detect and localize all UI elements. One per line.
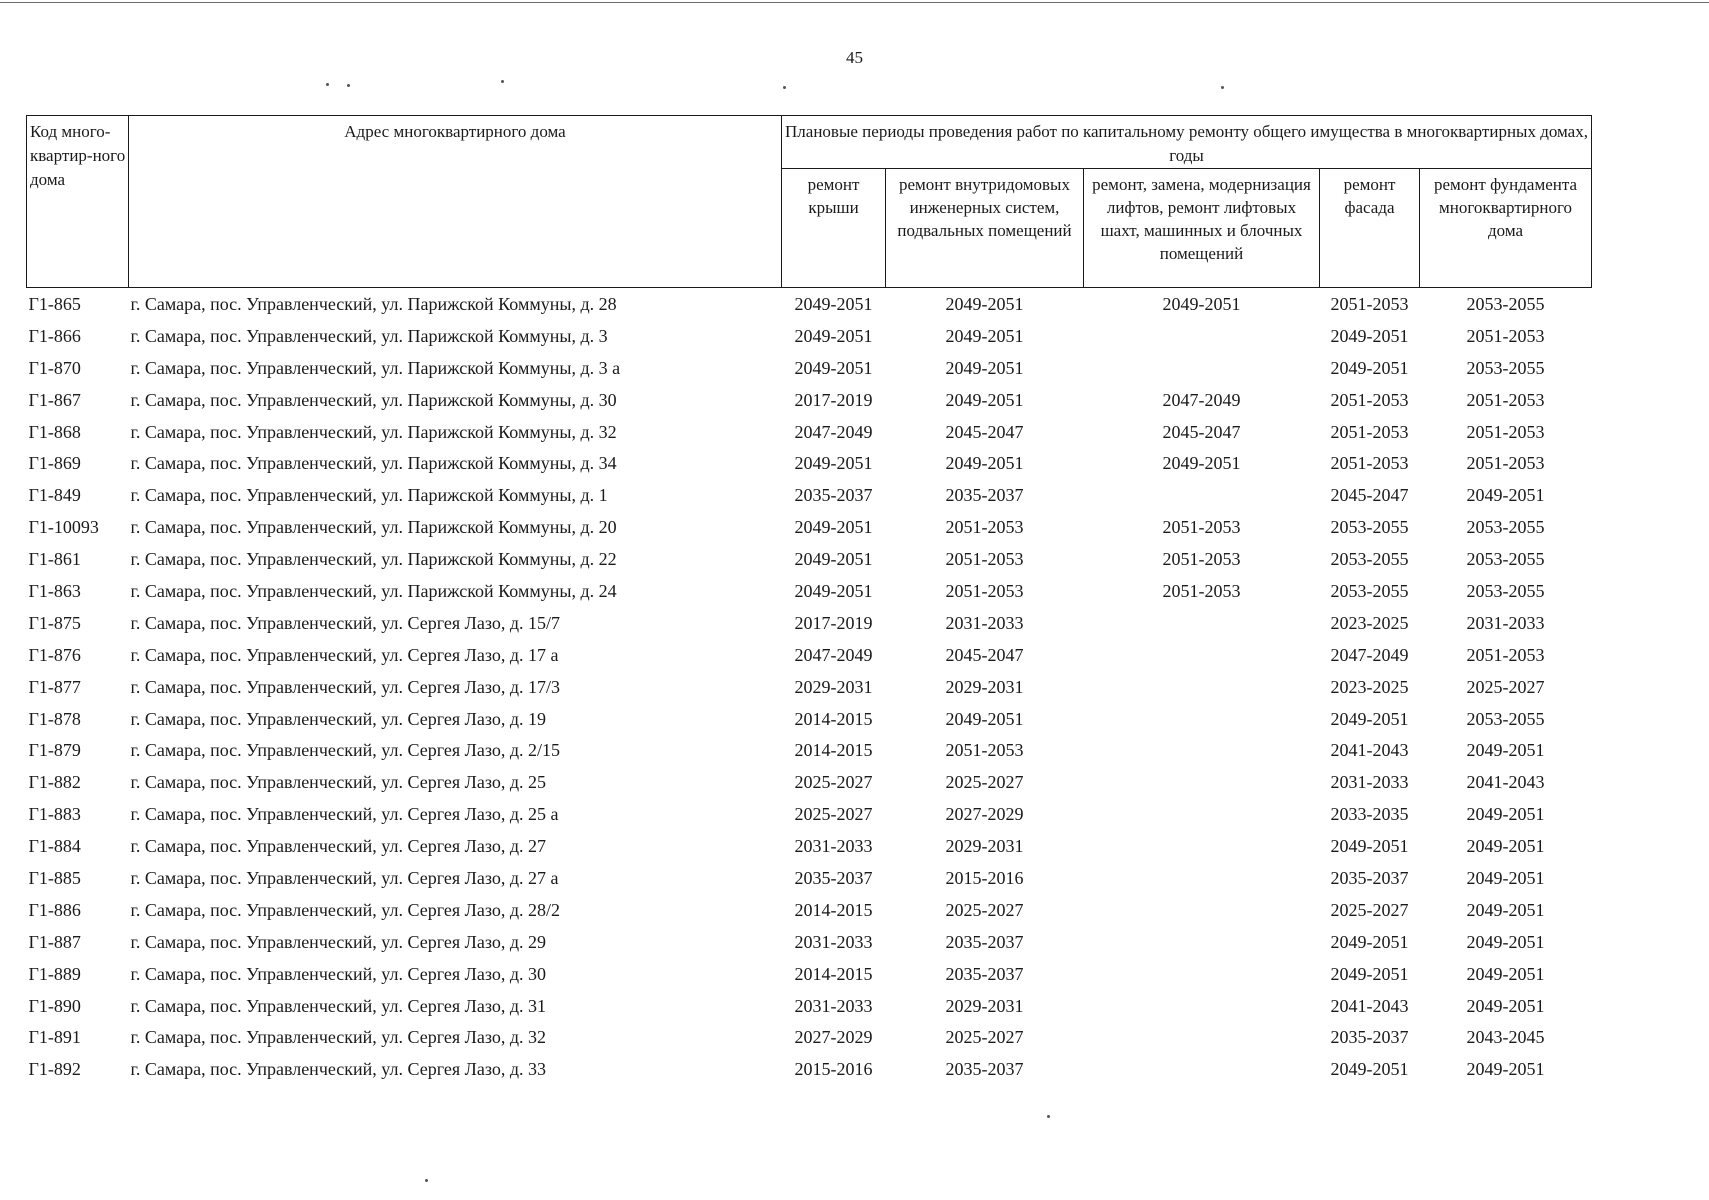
elevator-period-cell [1084, 639, 1320, 671]
table-row [27, 1021, 1592, 1053]
elevator-period-cell [1084, 894, 1320, 926]
address-cell: г. Самара, пос. Управленческий, ул. Сергея Лазо, д. 25 а [130, 804, 559, 825]
roof-period-cell: 2017-2019 [794, 612, 873, 633]
foundation-period-cell: 2031-2033 [1466, 612, 1545, 633]
table-row [27, 543, 1592, 575]
elevator-period-cell: 2045-2047 [1162, 421, 1241, 442]
facade-period-cell: 2041-2043 [1330, 995, 1409, 1016]
address-cell: г. Самара, пос. Управленческий, ул. Сергея Лазо, д. 2/15 [130, 740, 560, 761]
table-row [27, 926, 1592, 958]
engineering-period-cell: 2025-2027 [945, 772, 1024, 793]
scan-speck [326, 83, 329, 86]
foundation-period-cell: 2051-2053 [1466, 325, 1545, 346]
table-row [27, 958, 1592, 990]
table-row [27, 766, 1592, 798]
facade-period-cell: 2051-2053 [1330, 453, 1409, 474]
foundation-period-cell: 2051-2053 [1466, 421, 1545, 442]
foundation-period-cell: 2049-2051 [1466, 995, 1545, 1016]
foundation-period-cell: 2041-2043 [1466, 772, 1545, 793]
elevator-period-cell [1084, 958, 1320, 990]
roof-period-cell: 2014-2015 [794, 740, 873, 761]
roof-period-cell: 2049-2051 [794, 293, 873, 314]
house-code-cell: Г1-866 [28, 325, 81, 346]
elevator-period-cell [1084, 990, 1320, 1022]
address-cell: г. Самара, пос. Управленческий, ул. Сергея Лазо, д. 31 [130, 995, 546, 1016]
engineering-period-cell: 2049-2051 [945, 357, 1024, 378]
facade-period-cell: 2049-2051 [1330, 836, 1409, 857]
house-code-cell: Г1-867 [28, 389, 81, 410]
facade-period-cell: 2053-2055 [1330, 549, 1409, 570]
house-code-cell: Г1-882 [28, 772, 81, 793]
table-row [27, 798, 1592, 830]
house-code-cell: Г1-865 [28, 293, 81, 314]
roof-period-cell: 2049-2051 [794, 357, 873, 378]
header-planned-periods: Плановые периоды проведения работ по капитальному ремонту общего имущества в многоквартирных домах, годы [782, 116, 1592, 169]
engineering-period-cell: 2051-2053 [945, 580, 1024, 601]
house-code-cell: Г1-890 [28, 995, 81, 1016]
address-cell: г. Самара, пос. Управленческий, ул. Сергея Лазо, д. 32 [130, 1027, 546, 1048]
foundation-period-cell: 2049-2051 [1466, 485, 1545, 506]
house-code-cell: Г1-878 [28, 708, 81, 729]
house-code-cell: Г1-884 [28, 836, 81, 857]
scan-speck [1221, 86, 1224, 89]
facade-period-cell: 2035-2037 [1330, 1027, 1409, 1048]
facade-period-cell: 2051-2053 [1330, 293, 1409, 314]
facade-period-cell: 2023-2025 [1330, 676, 1409, 697]
roof-period-cell: 2025-2027 [794, 804, 873, 825]
table-row [27, 894, 1592, 926]
address-cell: г. Самара, пос. Управленческий, ул. Парижской Коммуны, д. 24 [130, 580, 617, 601]
table-row [27, 1053, 1592, 1085]
house-code-cell: Г1-876 [28, 644, 81, 665]
facade-period-cell: 2051-2053 [1330, 389, 1409, 410]
table-row [27, 479, 1592, 511]
address-cell: г. Самара, пос. Управленческий, ул. Сергея Лазо, д. 28/2 [130, 899, 560, 920]
engineering-period-cell: 2045-2047 [945, 644, 1024, 665]
house-code-cell: Г1-877 [28, 676, 81, 697]
elevator-period-cell [1084, 798, 1320, 830]
elevator-period-cell: 2051-2053 [1162, 549, 1241, 570]
foundation-period-cell: 2049-2051 [1466, 740, 1545, 761]
scan-speck [501, 80, 504, 83]
foundation-period-cell: 2053-2055 [1466, 517, 1545, 538]
header-house-code: Код много-квартир-ного дома [27, 116, 129, 288]
roof-period-cell: 2049-2051 [794, 325, 873, 346]
facade-period-cell: 2049-2051 [1330, 708, 1409, 729]
table-row [27, 352, 1592, 384]
engineering-period-cell: 2051-2053 [945, 549, 1024, 570]
engineering-period-cell: 2045-2047 [945, 421, 1024, 442]
house-code-cell: Г1-863 [28, 580, 81, 601]
house-code-cell: Г1-889 [28, 963, 81, 984]
house-code-cell: Г1-861 [28, 549, 81, 570]
table-row [27, 734, 1592, 766]
header-roof-repair: ремонт крыши [782, 169, 886, 288]
engineering-period-cell: 2035-2037 [945, 1059, 1024, 1080]
foundation-period-cell: 2043-2045 [1466, 1027, 1545, 1048]
elevator-period-cell [1084, 320, 1320, 352]
address-cell: г. Самара, пос. Управленческий, ул. Парижской Коммуны, д. 1 [130, 485, 608, 506]
house-code-cell: Г1-887 [28, 931, 81, 952]
foundation-period-cell: 2049-2051 [1466, 867, 1545, 888]
roof-period-cell: 2029-2031 [794, 676, 873, 697]
facade-period-cell: 2049-2051 [1330, 963, 1409, 984]
engineering-period-cell: 2049-2051 [945, 708, 1024, 729]
house-code-cell: Г1-870 [28, 357, 81, 378]
elevator-period-cell [1084, 607, 1320, 639]
foundation-period-cell: 2049-2051 [1466, 931, 1545, 952]
facade-period-cell: 2033-2035 [1330, 804, 1409, 825]
foundation-period-cell: 2049-2051 [1466, 899, 1545, 920]
table-row [27, 288, 1592, 320]
table-row [27, 416, 1592, 448]
header-foundation-repair: ремонт фундамента многоквартирного дома [1420, 169, 1592, 288]
foundation-period-cell: 2025-2027 [1466, 676, 1545, 697]
address-cell: г. Самара, пос. Управленческий, ул. Сергея Лазо, д. 17/3 [130, 676, 560, 697]
facade-period-cell: 2025-2027 [1330, 899, 1409, 920]
engineering-period-cell: 2051-2053 [945, 740, 1024, 761]
engineering-period-cell: 2029-2031 [945, 836, 1024, 857]
elevator-period-cell: 2047-2049 [1162, 389, 1241, 410]
table-row [27, 830, 1592, 862]
elevator-period-cell: 2049-2051 [1162, 293, 1241, 314]
elevator-period-cell [1084, 830, 1320, 862]
table-header [27, 116, 1592, 288]
engineering-period-cell: 2049-2051 [945, 293, 1024, 314]
engineering-period-cell: 2035-2037 [945, 931, 1024, 952]
foundation-period-cell: 2053-2055 [1466, 580, 1545, 601]
facade-period-cell: 2041-2043 [1330, 740, 1409, 761]
engineering-period-cell: 2049-2051 [945, 389, 1024, 410]
house-code-cell: Г1-849 [28, 485, 81, 506]
table-row [27, 990, 1592, 1022]
address-cell: г. Самара, пос. Управленческий, ул. Сергея Лазо, д. 30 [130, 963, 546, 984]
page-number: 45 [846, 48, 863, 67]
roof-period-cell: 2014-2015 [794, 708, 873, 729]
roof-period-cell: 2047-2049 [794, 421, 873, 442]
roof-period-cell: 2031-2033 [794, 931, 873, 952]
facade-period-cell: 2049-2051 [1330, 325, 1409, 346]
address-cell: г. Самара, пос. Управленческий, ул. Сергея Лазо, д. 17 а [130, 644, 559, 665]
house-code-cell: Г1-879 [28, 740, 81, 761]
roof-period-cell: 2014-2015 [794, 899, 873, 920]
elevator-period-cell [1084, 862, 1320, 894]
address-cell: г. Самара, пос. Управленческий, ул. Сергея Лазо, д. 15/7 [130, 612, 560, 633]
elevator-period-cell [1084, 926, 1320, 958]
facade-period-cell: 2047-2049 [1330, 644, 1409, 665]
elevator-period-cell [1084, 1021, 1320, 1053]
address-cell: г. Самара, пос. Управленческий, ул. Парижской Коммуны, д. 22 [130, 549, 617, 570]
roof-period-cell: 2025-2027 [794, 772, 873, 793]
elevator-period-cell: 2049-2051 [1162, 453, 1241, 474]
header-engineering-repair: ремонт внутридомовых инженерных систем, подвальных помещений [886, 169, 1084, 288]
house-code-cell: Г1-891 [28, 1027, 81, 1048]
house-code-cell: Г1-883 [28, 804, 81, 825]
engineering-period-cell: 2049-2051 [945, 325, 1024, 346]
elevator-period-cell [1084, 766, 1320, 798]
table-row [27, 862, 1592, 894]
address-cell: г. Самара, пос. Управленческий, ул. Сергея Лазо, д. 33 [130, 1059, 546, 1080]
scan-speck [425, 1179, 428, 1182]
roof-period-cell: 2014-2015 [794, 963, 873, 984]
elevator-period-cell [1084, 671, 1320, 703]
facade-period-cell: 2049-2051 [1330, 1059, 1409, 1080]
engineering-period-cell: 2029-2031 [945, 676, 1024, 697]
table-row [27, 671, 1592, 703]
house-code-cell: Г1-868 [28, 421, 81, 442]
foundation-period-cell: 2049-2051 [1466, 804, 1545, 825]
scan-top-rule [0, 2, 1709, 3]
roof-period-cell: 2047-2049 [794, 644, 873, 665]
foundation-period-cell: 2049-2051 [1466, 963, 1545, 984]
roof-period-cell: 2035-2037 [794, 485, 873, 506]
engineering-period-cell: 2051-2053 [945, 517, 1024, 538]
facade-period-cell: 2045-2047 [1330, 485, 1409, 506]
foundation-period-cell: 2051-2053 [1466, 389, 1545, 410]
table-row [27, 575, 1592, 607]
header-address: Адрес многоквартирного дома [129, 116, 782, 288]
address-cell: г. Самара, пос. Управленческий, ул. Сергея Лазо, д. 19 [130, 708, 546, 729]
address-cell: г. Самара, пос. Управленческий, ул. Парижской Коммуны, д. 3 [130, 325, 608, 346]
address-cell: г. Самара, пос. Управленческий, ул. Парижской Коммуны, д. 30 [130, 389, 617, 410]
foundation-period-cell: 2053-2055 [1466, 549, 1545, 570]
house-code-cell: Г1-886 [28, 899, 81, 920]
roof-period-cell: 2049-2051 [794, 453, 873, 474]
address-cell: г. Самара, пос. Управленческий, ул. Парижской Коммуны, д. 3 а [130, 357, 621, 378]
engineering-period-cell: 2015-2016 [945, 867, 1024, 888]
scan-speck [1047, 1115, 1050, 1118]
table-row [27, 320, 1592, 352]
elevator-period-cell [1084, 352, 1320, 384]
roof-period-cell: 2027-2029 [794, 1027, 873, 1048]
facade-period-cell: 2053-2055 [1330, 580, 1409, 601]
elevator-period-cell [1084, 1053, 1320, 1085]
roof-period-cell: 2049-2051 [794, 517, 873, 538]
engineering-period-cell: 2027-2029 [945, 804, 1024, 825]
scan-speck [783, 86, 786, 89]
foundation-period-cell: 2049-2051 [1466, 1059, 1545, 1080]
table-row [27, 703, 1592, 735]
roof-period-cell: 2035-2037 [794, 867, 873, 888]
header-elevator-repair: ремонт, замена, модернизация лифтов, ремонт лифтовых шахт, машинных и блочных помещений [1084, 169, 1320, 288]
foundation-period-cell: 2053-2055 [1466, 357, 1545, 378]
foundation-period-cell: 2053-2055 [1466, 293, 1545, 314]
engineering-period-cell: 2035-2037 [945, 485, 1024, 506]
house-code-cell: Г1-875 [28, 612, 81, 633]
address-cell: г. Самара, пос. Управленческий, ул. Парижской Коммуны, д. 28 [130, 293, 617, 314]
foundation-period-cell: 2049-2051 [1466, 836, 1545, 857]
table-body [27, 288, 1592, 1086]
facade-period-cell: 2049-2051 [1330, 357, 1409, 378]
engineering-period-cell: 2025-2027 [945, 1027, 1024, 1048]
address-cell: г. Самара, пос. Управленческий, ул. Парижской Коммуны, д. 34 [130, 453, 617, 474]
table-row [27, 447, 1592, 479]
facade-period-cell: 2031-2033 [1330, 772, 1409, 793]
table-row [27, 607, 1592, 639]
elevator-period-cell: 2051-2053 [1162, 580, 1241, 601]
roof-period-cell: 2015-2016 [794, 1059, 873, 1080]
address-cell: г. Самара, пос. Управленческий, ул. Парижской Коммуны, д. 32 [130, 421, 617, 442]
header-facade-repair: ремонт фасада [1320, 169, 1420, 288]
engineering-period-cell: 2029-2031 [945, 995, 1024, 1016]
foundation-period-cell: 2051-2053 [1466, 453, 1545, 474]
address-cell: г. Самара, пос. Управленческий, ул. Сергея Лазо, д. 27 а [130, 867, 559, 888]
engineering-period-cell: 2031-2033 [945, 612, 1024, 633]
elevator-period-cell [1084, 479, 1320, 511]
house-code-cell: Г1-892 [28, 1059, 81, 1080]
house-code-cell: Г1-885 [28, 867, 81, 888]
address-cell: г. Самара, пос. Управленческий, ул. Сергея Лазо, д. 29 [130, 931, 546, 952]
capital-repair-table [26, 115, 1592, 1085]
engineering-period-cell: 2025-2027 [945, 899, 1024, 920]
address-cell: г. Самара, пос. Управленческий, ул. Сергея Лазо, д. 27 [130, 836, 546, 857]
foundation-period-cell: 2051-2053 [1466, 644, 1545, 665]
facade-period-cell: 2053-2055 [1330, 517, 1409, 538]
elevator-period-cell: 2051-2053 [1162, 517, 1241, 538]
foundation-period-cell: 2053-2055 [1466, 708, 1545, 729]
roof-period-cell: 2049-2051 [794, 549, 873, 570]
roof-period-cell: 2017-2019 [794, 389, 873, 410]
house-code-cell: Г1-869 [28, 453, 81, 474]
table-row [27, 511, 1592, 543]
roof-period-cell: 2031-2033 [794, 995, 873, 1016]
elevator-period-cell [1084, 734, 1320, 766]
address-cell: г. Самара, пос. Управленческий, ул. Парижской Коммуны, д. 20 [130, 517, 617, 538]
house-code-cell: Г1-10093 [28, 517, 99, 538]
engineering-period-cell: 2035-2037 [945, 963, 1024, 984]
scan-speck [347, 84, 350, 87]
roof-period-cell: 2031-2033 [794, 836, 873, 857]
facade-period-cell: 2049-2051 [1330, 931, 1409, 952]
roof-period-cell: 2049-2051 [794, 580, 873, 601]
address-cell: г. Самара, пос. Управленческий, ул. Сергея Лазо, д. 25 [130, 772, 546, 793]
table-row [27, 384, 1592, 416]
facade-period-cell: 2035-2037 [1330, 867, 1409, 888]
engineering-period-cell: 2049-2051 [945, 453, 1024, 474]
table-row [27, 639, 1592, 671]
facade-period-cell: 2051-2053 [1330, 421, 1409, 442]
facade-period-cell: 2023-2025 [1330, 612, 1409, 633]
elevator-period-cell [1084, 703, 1320, 735]
